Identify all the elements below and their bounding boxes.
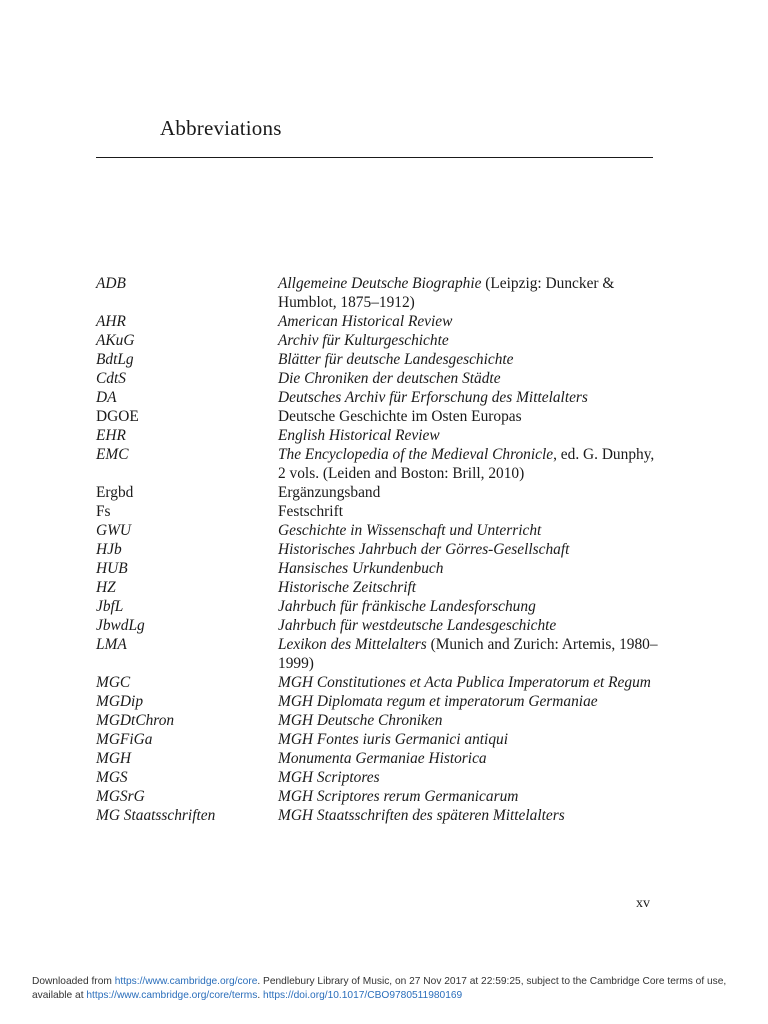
footer-link-core[interactable]: https://www.cambridge.org/core <box>114 976 258 987</box>
abbreviation-term: ADB <box>96 275 126 292</box>
abbreviation-definition <box>278 597 658 616</box>
abbreviation-definition <box>278 806 658 825</box>
definition-title: MGH Diplomata regum et imperatorum Germaniae <box>278 693 598 710</box>
definition-title: The Encyclopedia of the Medieval Chronicle <box>278 446 554 463</box>
abbreviation-term: CdtS <box>96 370 126 387</box>
definition-title: Deutsches Archiv für Erforschung des Mittelalters <box>278 389 588 406</box>
definition-text: Deutsche Geschichte im Osten Europas <box>278 408 522 425</box>
abbreviation-row <box>96 331 666 350</box>
abbreviation-row <box>96 597 666 616</box>
download-footer <box>32 975 752 1003</box>
abbreviation-definition <box>278 749 658 768</box>
abbreviation-definition <box>278 711 658 730</box>
footer-text-1: Downloaded from <box>32 976 115 987</box>
abbreviation-definition <box>278 673 658 692</box>
definition-text: , ed. G. Dunphy, 2 vols. (Leiden and Boston: Brill, 2010) <box>278 446 655 482</box>
abbreviation-row <box>96 407 666 426</box>
abbreviation-row <box>96 692 666 711</box>
abbreviation-row <box>96 502 666 521</box>
abbreviation-term: MGDtChron <box>96 712 175 729</box>
abbreviation-list <box>96 274 666 825</box>
abbreviation-term: Ergbd <box>96 484 134 501</box>
definition-title: Archiv für Kulturgeschichte <box>278 332 449 349</box>
abbreviation-definition <box>278 502 658 521</box>
abbreviation-row <box>96 540 666 559</box>
abbreviation-row <box>96 749 666 768</box>
abbreviation-term: Fs <box>96 503 111 520</box>
definition-title: American Historical Review <box>278 313 453 330</box>
abbreviation-definition <box>278 426 658 445</box>
definition-title: Jahrbuch für fränkische Landesforschung <box>278 598 536 615</box>
abbreviation-term: MGSrG <box>96 788 145 805</box>
footer-text-3: . <box>257 990 264 1001</box>
abbreviation-row <box>96 635 666 673</box>
abbreviation-row <box>96 445 666 483</box>
definition-title: MGH Constitutiones et Acta Publica Imperatorum et Regum <box>278 674 651 691</box>
abbreviation-term: EMC <box>96 446 129 463</box>
abbreviation-term: BdtLg <box>96 351 134 368</box>
abbreviation-row <box>96 521 666 540</box>
abbreviation-term: MGH <box>96 750 132 767</box>
abbreviation-row <box>96 369 666 388</box>
definition-text: Festschrift <box>278 503 343 520</box>
abbreviation-definition <box>278 388 658 407</box>
abbreviation-row <box>96 711 666 730</box>
abbreviation-definition <box>278 787 658 806</box>
page-number: xv <box>636 896 650 911</box>
abbreviation-definition <box>278 578 658 597</box>
abbreviation-term: DA <box>96 389 117 406</box>
footer-link-terms[interactable]: https://www.cambridge.org/core/terms <box>86 990 258 1001</box>
abbreviation-definition <box>278 730 658 749</box>
definition-text: (Munich and Zurich: Artemis, 1980–1999) <box>278 636 658 672</box>
abbreviation-row <box>96 578 666 597</box>
abbreviation-term: HZ <box>96 579 116 596</box>
abbreviation-term: HUB <box>96 560 128 577</box>
abbreviation-definition <box>278 692 658 711</box>
abbreviation-term: LMA <box>96 636 127 653</box>
abbreviation-definition <box>278 483 658 502</box>
definition-text: Ergänzungsband <box>278 484 381 501</box>
abbreviation-term: MGS <box>96 769 128 786</box>
abbreviation-row <box>96 350 666 369</box>
definition-title: Historische Zeitschrift <box>278 579 417 596</box>
abbreviation-term: AKuG <box>96 332 135 349</box>
definition-title: MGH Staatsschriften des späteren Mittelalters <box>278 807 565 824</box>
abbreviation-definition <box>278 407 658 426</box>
abbreviation-row <box>96 673 666 692</box>
abbreviation-term: MGC <box>96 674 131 691</box>
abbreviation-definition <box>278 521 658 540</box>
definition-title: Lexikon des Mittelalters <box>278 636 427 653</box>
definition-text: (Leipzig: Duncker & Humblot, 1875–1912) <box>278 275 615 311</box>
definition-title: English Historical Review <box>278 427 440 444</box>
abbreviation-term: AHR <box>96 313 126 330</box>
abbreviation-row <box>96 616 666 635</box>
definition-title: Hansisches Urkundenbuch <box>278 560 444 577</box>
abbreviation-definition <box>278 768 658 787</box>
definition-title: Geschichte in Wissenschaft und Unterricht <box>278 522 542 539</box>
footer-link-doi[interactable]: https://doi.org/10.1017/CBO9780511980169 <box>263 990 463 1001</box>
definition-title: MGH Scriptores <box>278 769 380 786</box>
definition-title: Blätter für deutsche Landesgeschichte <box>278 351 514 368</box>
abbreviation-definition <box>278 635 658 673</box>
abbreviation-row <box>96 388 666 407</box>
definition-title: MGH Fontes iuris Germanici antiqui <box>278 731 508 748</box>
abbreviation-term: DGOE <box>96 408 139 425</box>
abbreviation-term: EHR <box>96 427 126 444</box>
definition-title: Die Chroniken der deutschen Städte <box>278 370 501 387</box>
definition-title: MGH Scriptores rerum Germanicarum <box>278 788 519 805</box>
abbreviation-row <box>96 312 666 331</box>
abbreviation-term: MGDip <box>96 693 144 710</box>
abbreviation-term: GWU <box>96 522 132 539</box>
abbreviation-row <box>96 730 666 749</box>
abbreviation-definition <box>278 616 658 635</box>
abbreviation-term: MG Staatsschriften <box>96 807 216 824</box>
abbreviation-row <box>96 787 666 806</box>
footer-text-2: . Pendlebury Library of Music, on 27 Nov 2017 at 22:59:25, subject to the Cambridge Core terms of use, available at <box>32 976 727 1001</box>
abbreviation-definition <box>278 350 658 369</box>
title-rule <box>96 157 653 158</box>
abbreviation-term: MGFiGa <box>96 731 153 748</box>
abbreviation-definition <box>278 331 658 350</box>
abbreviation-definition <box>278 540 658 559</box>
abbreviation-term: HJb <box>96 541 122 558</box>
definition-title: MGH Deutsche Chroniken <box>278 712 443 729</box>
page-title: Abbreviations <box>160 116 282 140</box>
abbreviation-term: JbwdLg <box>96 617 145 634</box>
abbreviation-row <box>96 768 666 787</box>
abbreviation-row <box>96 806 666 825</box>
abbreviation-definition <box>278 559 658 578</box>
abbreviation-definition <box>278 312 658 331</box>
definition-title: Monumenta Germaniae Historica <box>278 750 487 767</box>
abbreviation-definition <box>278 369 658 388</box>
abbreviation-row <box>96 483 666 502</box>
abbreviation-term: JbfL <box>96 598 124 615</box>
abbreviation-definition <box>278 445 658 483</box>
definition-title: Jahrbuch für westdeutsche Landesgeschichte <box>278 617 557 634</box>
abbreviation-definition <box>278 274 658 312</box>
abbreviation-row <box>96 426 666 445</box>
definition-title: Allgemeine Deutsche Biographie <box>278 275 482 292</box>
abbreviation-row <box>96 559 666 578</box>
abbreviation-row <box>96 274 666 312</box>
definition-title: Historisches Jahrbuch der Görres-Gesellschaft <box>278 541 570 558</box>
